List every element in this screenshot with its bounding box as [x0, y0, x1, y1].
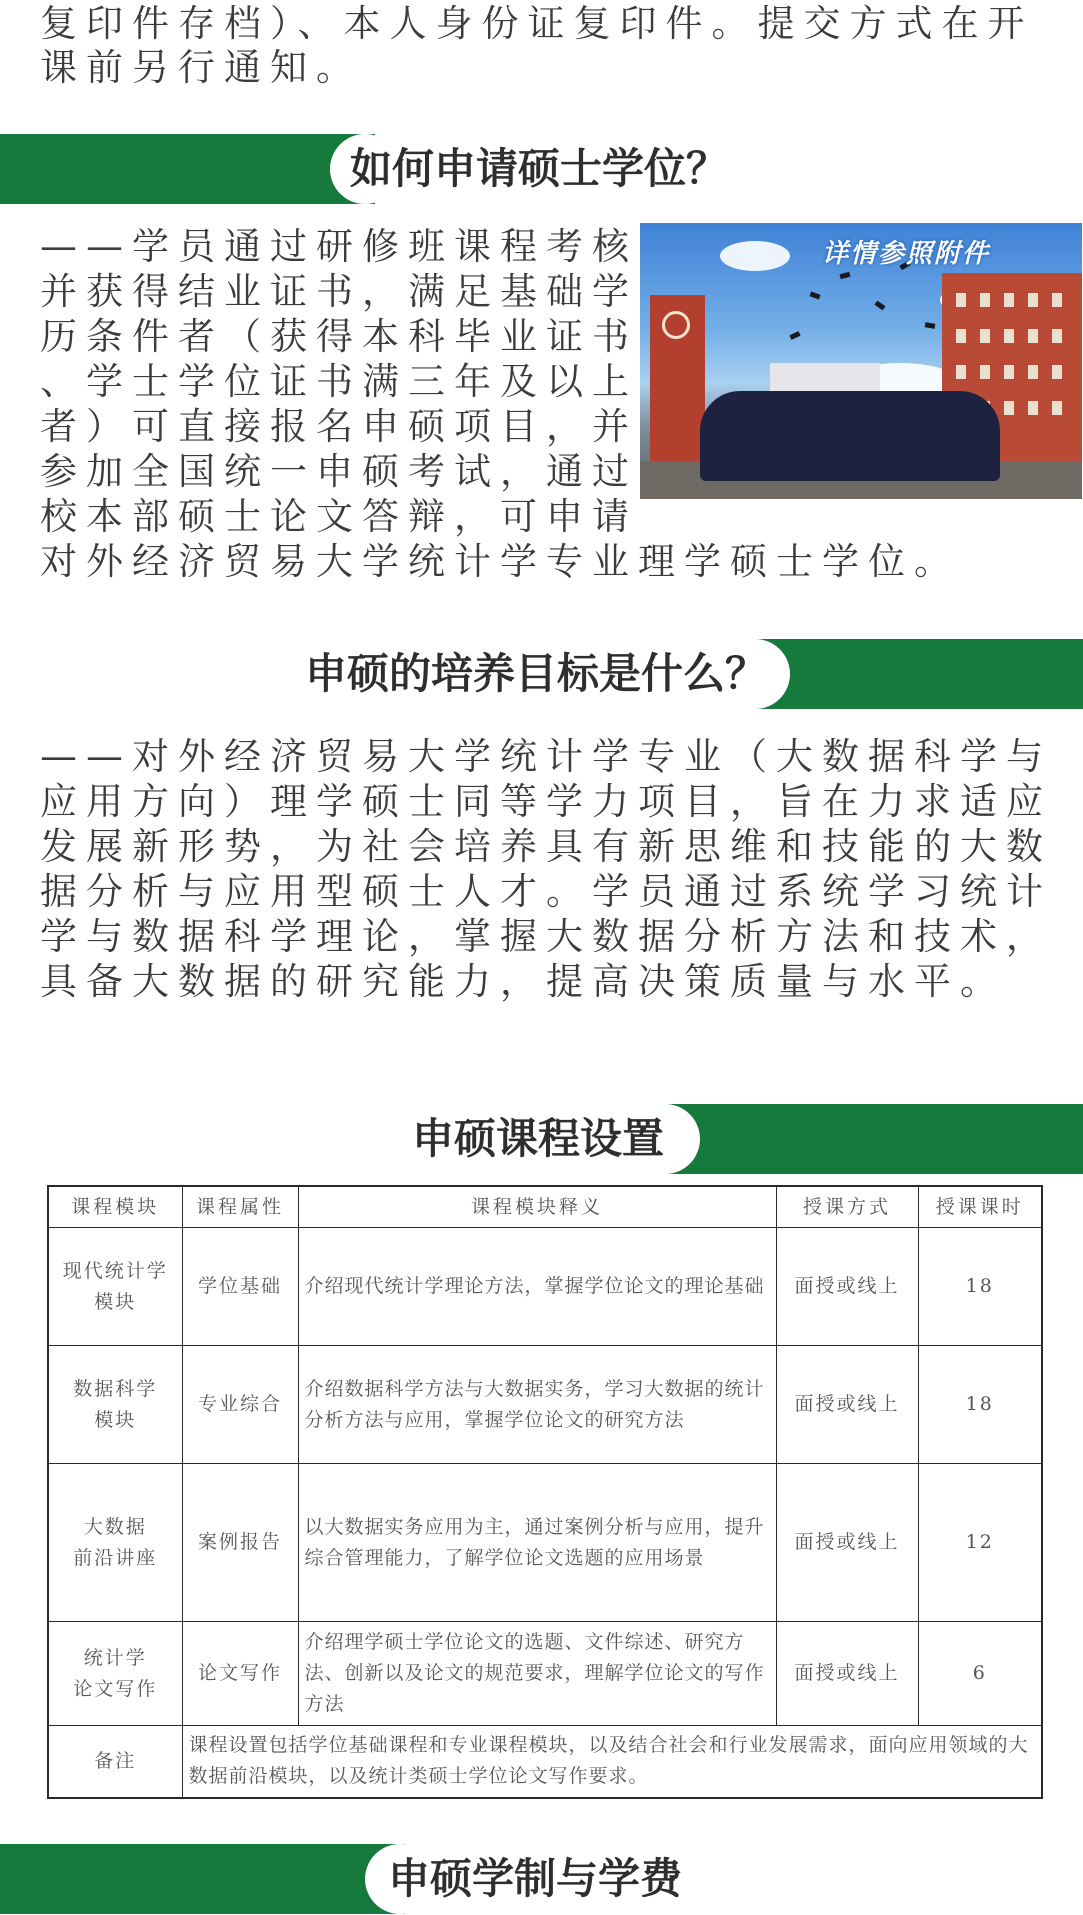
table-note-row — [48, 1726, 1042, 1798]
hours-cell: 18 — [918, 1346, 1042, 1464]
attr-cell: 学位基础 — [182, 1228, 298, 1346]
text-line: 者）可直接报名申硕项目，并 — [40, 405, 638, 448]
table-row — [48, 1346, 1042, 1464]
graduates — [700, 391, 1000, 481]
module-cell: 现代统计学 模块 — [48, 1228, 182, 1346]
graduation-cap-icon — [809, 291, 820, 299]
text-line: 并获得结业证书，满足基础学 — [40, 270, 638, 313]
text-line: 据分析与应用型硕士人才。学员通过系统学习统计 — [40, 870, 1052, 913]
school-logo-icon — [662, 311, 690, 339]
table-row — [48, 1622, 1042, 1726]
graduation-cap-icon — [874, 301, 885, 311]
note-label: 备注 — [48, 1726, 182, 1798]
section-banner-apply-degree — [0, 134, 1083, 204]
text-line: 、学士学位证书满三年及以上 — [40, 360, 638, 403]
section-banner-duration-fees — [0, 1844, 1083, 1914]
section-title: 申硕的培养目标是什么？ — [305, 649, 768, 698]
table-header-row — [48, 1186, 1042, 1228]
column-header: 授课方式 — [776, 1186, 918, 1228]
desc-cell: 介绍现代统计学理论方法，掌握学位论文的理论基础 — [298, 1228, 776, 1346]
graduation-photo — [640, 223, 1082, 499]
desc-cell: 以大数据实务应用为主，通过案例分析与应用，提升综合管理能力，了解学位论文选题的应用场景 — [298, 1464, 776, 1622]
desc-cell: 介绍数据科学方法与大数据实务，学习大数据的统计分析方法与应用，掌握学位论文的研究方法 — [298, 1346, 776, 1464]
section-title: 如何申请硕士学位？ — [350, 144, 729, 193]
module-cell: 统计学 论文写作 — [48, 1622, 182, 1726]
banner-bar — [0, 1844, 405, 1914]
text-line: 校本部硕士论文答辩，可申请 — [40, 495, 638, 538]
mode-cell: 面授或线上 — [776, 1622, 918, 1726]
banner-bar — [0, 134, 375, 204]
text-line: 具备大数据的研究能力，提高决策质量与水平。 — [40, 960, 1006, 1003]
graduation-cap-icon — [925, 322, 936, 329]
hours-cell: 6 — [918, 1622, 1042, 1726]
column-header: 课程模块 — [48, 1186, 182, 1228]
photo-caption: 详情参照附件 — [821, 239, 990, 269]
section-title: 申硕课程设置 — [412, 1114, 665, 1163]
text-line: ——对外经济贸易大学统计学专业（大数据科学与 — [40, 735, 1052, 778]
column-header: 授课课时 — [918, 1186, 1042, 1228]
module-cell: 数据科学 模块 — [48, 1346, 182, 1464]
table-row — [48, 1228, 1042, 1346]
text-line: 历条件者（获得本科毕业证书 — [40, 315, 638, 358]
text-line: ——学员通过研修班课程考核 — [40, 225, 638, 268]
hours-cell: 12 — [918, 1464, 1042, 1622]
column-header: 课程属性 — [182, 1186, 298, 1228]
attr-cell: 专业综合 — [182, 1346, 298, 1464]
text-line: 参加全国统一申硕考试，通过 — [40, 450, 638, 493]
attr-cell: 案例报告 — [182, 1464, 298, 1622]
cloud — [720, 241, 790, 271]
section-title: 申硕学制与学费 — [388, 1854, 683, 1903]
desc-cell: 介绍理学硕士学位论文的选题、文件综述、研究方法、创新以及论文的规范要求，理解学位论文的写作方法 — [298, 1622, 776, 1726]
banner-bar — [755, 639, 1083, 709]
course-table — [47, 1185, 1043, 1799]
text-line: 课前另行通知。 — [40, 46, 362, 89]
attr-cell: 论文写作 — [182, 1622, 298, 1726]
hours-cell: 18 — [918, 1228, 1042, 1346]
mode-cell: 面授或线上 — [776, 1228, 918, 1346]
note-text: 课程设置包括学位基础课程和专业课程模块，以及结合社会和行业发展需求，面向应用领域的大数据前沿模块，以及统计类硕士学位论文写作要求。 — [182, 1726, 1042, 1798]
text-line: 复印件存档）、本人身份证复印件。提交方式在开 — [40, 2, 1034, 45]
graduation-cap-icon — [789, 331, 800, 340]
column-header: 课程模块释义 — [298, 1186, 776, 1228]
module-cell: 大数据 前沿讲座 — [48, 1464, 182, 1622]
text-line: 应用方向）理学硕士同等学力项目，旨在力求适应 — [40, 780, 1052, 823]
section-banner-training-goal — [0, 639, 1083, 709]
mode-cell: 面授或线上 — [776, 1464, 918, 1622]
section-banner-course-setup — [0, 1104, 1083, 1174]
graduation-cap-icon — [840, 272, 851, 279]
text-line: 对外经济贸易大学统计学专业理学硕士学位。 — [40, 540, 960, 583]
text-line: 学与数据科学理论，掌握大数据分析方法和技术， — [40, 915, 1052, 958]
table-row — [48, 1464, 1042, 1622]
text-line: 发展新形势，为社会培养具有新思维和技能的大数 — [40, 825, 1052, 868]
mode-cell: 面授或线上 — [776, 1346, 918, 1464]
banner-bar — [665, 1104, 1083, 1174]
